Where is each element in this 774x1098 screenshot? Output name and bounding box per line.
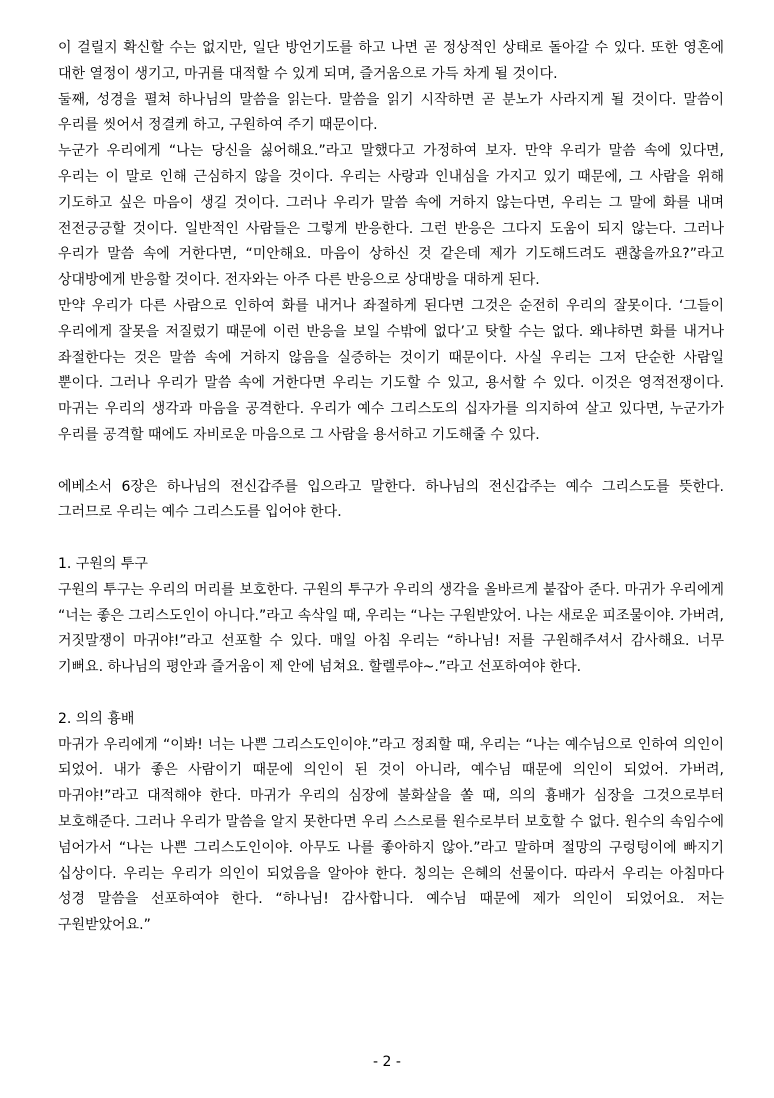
section-heading-helmet: 1. 구원의 투구: [58, 555, 148, 572]
paragraph-spacer: [58, 526, 724, 552]
paragraph-helmet-of-salvation: 구원의 투구는 우리의 머리를 보호한다. 구원의 투구가 우리의 생각을 올바르게 붙잡아 준다. 마귀가 우리에게 “너는 좋은 그리스도인이 아니다.”라고 속삭일 때, 우리는 “나는 구원받았어. 나는 새로운 피조물이야. 가버려, 거짓말쟁이 마귀야!”라고 선포할 수 있다. 매일 아침 우리는 “하나님! 저를 구원해주셔서 감사해요. 너무 기뻐요. 하나님의 평안과 즐거움이 제 안에 넘쳐요. 할렐루야~.”라고 선포하여야 한다.: [58, 581, 724, 676]
paragraph-breastplate-of-righteousness: 마귀가 우리에게 “이봐! 너는 나쁜 그리스도인이야.”라고 정죄할 때, 우리는 “나는 예수님으로 인하여 의인이 되었어. 내가 좋은 사람이기 때문에 의인이 된 것이 아니라, 예수님 때문에 의인이 되었어. 가버려, 마귀야!”라고 대적해야 한다. 마귀가 우리의 심장에 불화살을 쏠 때, 의의 흉배가 심장을 그것으로부터 보호해준다. 그러나 우리가 말씀을 알지 못한다면 우리 스스로를 원수로부터 보호할 수 없다. 원수의 속임수에 넘어가서 “나는 나쁜 그리스도인이야. 아무도 나를 좋아하지 않아.”라고 말하며 절망의 구렁텅이에 빠지기 십상이다. 우리는 우리가 의인이 되었음을 알아야 한다. 칭의는 은혜의 선물이다. 따라서 우리는 아침마다 성경 말씀을 선포하여야 한다. “하나님! 감사합니다. 예수님 때문에 제가 의인이 되었어요. 저는 구원받았어요.”: [58, 736, 724, 934]
paragraph-spacer: [58, 449, 724, 475]
paragraph-our-fault: 만약 우리가 다른 사람으로 인하여 화를 내거나 좌절하게 된다면 그것은 순전히 우리의 잘못이다. ‘그들이 우리에게 잘못을 저질렀기 때문에 이런 반응을 보일 수밖에 없다’고 탓할 수는 없다. 왜냐하면 화를 내거나 좌절한다는 것은 말씀 속에 거하지 않음을 실증하는 것이기 때문이다. 사실 우리는 그저 단순한 사람일 뿐이다. 그러나 우리가 말씀 속에 거한다면 우리는 기도할 수 있고, 용서할 수 있다. 이것은 영적전쟁이다. 마귀는 우리의 생각과 마음을 공격한다. 우리가 예수 그리스도의 십자가를 의지하여 살고 있다면, 누군가가 우리를 공격할 때에도 자비로운 마음으로 그 사람을 용서하고 기도해줄 수 있다.: [58, 297, 724, 443]
section-heading-breastplate: 2. 의의 흉배: [58, 710, 135, 727]
paragraph-tongues-prayer: 이 걸릴지 확신할 수는 없지만, 일단 방언기도를 하고 나면 곧 정상적인 상태로 돌아갈 수 있다. 또한 영혼에 대한 열정이 생기고, 마귀를 대적할 수 있게 되며, 즐거움으로 가득 차게 될 것이다.: [58, 40, 724, 82]
document-body: [58, 36, 724, 939]
paragraph-read-word: 둘째, 성경을 펼쳐 하나님의 말씀을 읽는다. 말씀을 읽기 시작하면 곧 분노가 사라지게 될 것이다. 말씀이 우리를 씻어서 정결케 하고, 구원하여 주기 때문이다.: [58, 91, 724, 134]
paragraph-ephesians-armor: 에베소서 6장은 하나님의 전신갑주를 입으라고 말한다. 하나님의 전신갑주는 예수 그리스도를 뜻한다. 그러므로 우리는 예수 그리스도를 입어야 한다.: [58, 478, 724, 521]
paragraph-someone-hates: 누군가 우리에게 “나는 당신을 싫어해요.”라고 말했다고 가정하여 보자. 만약 우리가 말씀 속에 있다면, 우리는 이 말로 인해 근심하지 않을 것이다. 우리는 사랑과 인내심을 가지고 있기 때문에, 그 사람을 위해 기도하고 싶은 마음이 생길 것이다. 그러나 우리가 말씀 속에 거하지 않는다면, 우리는 그 말에 화를 내며 전전긍긍할 것이다. 일반적인 사람들은 그렇게 반응한다. 그런 반응은 그다지 도움이 되지 않는다. 그러나 우리가 말씀 속에 거한다면, “미안해요. 마음이 상하신 것 같은데 제가 기도해드려도 괜찮을까요?”라고 상대방에게 반응할 것이다. 전자와는 아주 다른 반응으로 상대방을 대하게 된다.: [58, 143, 724, 289]
paragraph-spacer: [58, 681, 724, 707]
page-number: - 2 -: [373, 1054, 401, 1070]
